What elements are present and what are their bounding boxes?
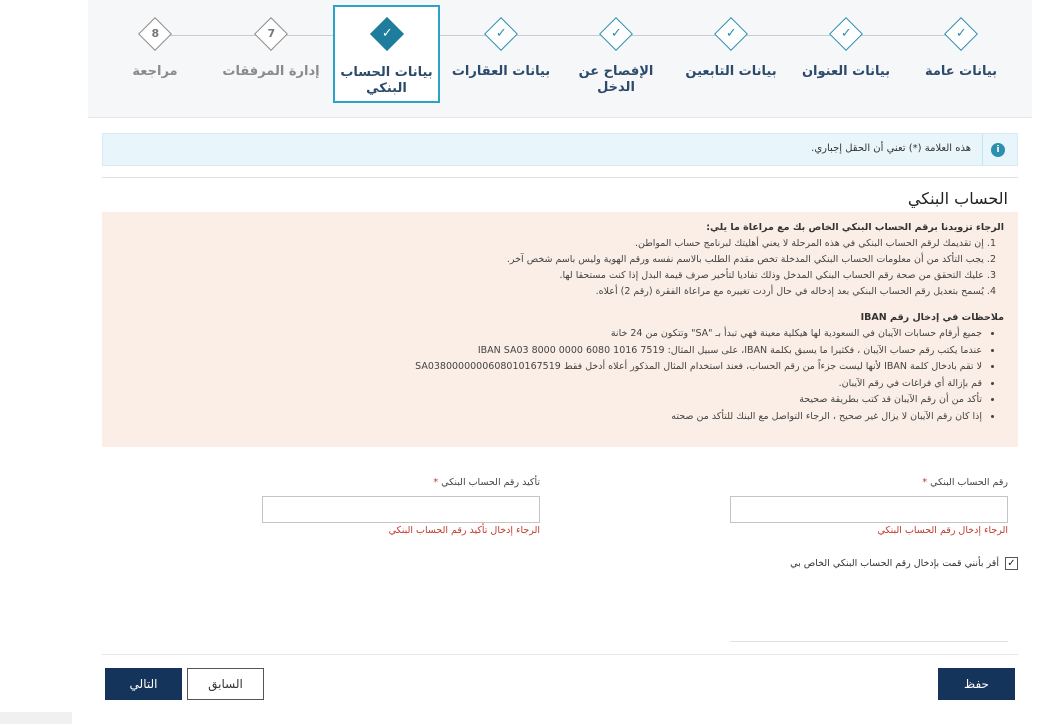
divider	[982, 134, 983, 165]
section-title: الحساب البنكي	[907, 189, 1008, 208]
previous-button[interactable]: السابق	[187, 668, 264, 700]
progress-stepper	[88, 0, 1032, 118]
step-label: بيانات العقارات	[451, 64, 551, 79]
check-icon: ✓	[370, 17, 404, 51]
list-item: • تأكد من أن رقم الآيبان قد كتب بطريقة صحيحة	[116, 392, 982, 409]
iban-notes-list	[116, 326, 1004, 425]
instructions-intro: الرجاء تزويدنا برقم الحساب البنكي الخاص بك مع مراعاة ما يلي:	[706, 222, 1004, 233]
list-item: • لا تقم بادخال كلمة IBAN لأنها ليست جزءاً من رقم الحساب، فعند استخدام المثال المذكور أعلاه أدخل فقط SA0380000000608010167519	[116, 359, 982, 376]
step-bank-account-info[interactable]	[333, 5, 440, 103]
step-label: مراجعة	[132, 64, 178, 79]
confirm-account-number-label: تأكيد رقم الحساب البنكي *	[433, 477, 540, 488]
divider	[730, 641, 1008, 642]
step-label: إدارة المرفقات	[222, 64, 320, 79]
step-review[interactable]	[100, 0, 210, 118]
confirm-account-number-input[interactable]	[262, 496, 540, 523]
step-attachments[interactable]	[216, 0, 326, 118]
required-fields-notice	[102, 133, 1018, 166]
step-label: بيانات التابعين	[685, 64, 777, 79]
step-general-info[interactable]	[906, 0, 1016, 118]
acknowledgement-label: أقر بأنني قمت بإدخال رقم الحساب البنكي الخاص بي	[790, 558, 999, 569]
check-icon: ✓	[484, 17, 518, 51]
account-number-error: الرجاء إدخال رقم الحساب البنكي	[877, 525, 1008, 536]
list-item: 3. عليك التحقق من صحة رقم الحساب البنكي المدخل وذلك تفاديا لتأخير صرف قيمة البدل إذا كنت مستحقا لها.	[559, 270, 996, 281]
list-item: • إذا كان رقم الآيبان لا يزال غير صحيح ، الرجاء التواصل مع البنك للتأكد من صحته	[116, 409, 982, 426]
check-icon: ✓	[829, 17, 863, 51]
step-label: الإفصاح عن الدخل	[578, 64, 654, 95]
list-item: • قم بإزالة أي فراغات في رقم الآيبان.	[116, 376, 982, 393]
check-icon: ✓	[944, 17, 978, 51]
step-label: بيانات عامة	[924, 64, 998, 79]
step-label: بيانات العنوان	[801, 64, 891, 79]
step-dependents-info[interactable]	[676, 0, 786, 118]
account-number-input[interactable]	[730, 496, 1008, 523]
info-icon: i	[991, 143, 1005, 157]
list-item: 4. يُسمح بتعديل رقم الحساب البنكي بعد إدخاله في حال أردت تغييره مع مراعاة الفقرة (رقم 2) أعلاه.	[595, 286, 996, 297]
check-icon: ✓	[599, 17, 633, 51]
instructions-list	[116, 236, 1004, 300]
step-label: بيانات الحساب البنكي	[340, 65, 433, 96]
step-income-disclosure[interactable]	[561, 0, 671, 118]
next-button[interactable]: التالي	[105, 668, 182, 700]
confirm-account-number-error: الرجاء إدخال تأكيد رقم الحساب البنكي	[388, 525, 540, 536]
step-number-badge: 7	[254, 17, 288, 51]
account-number-label: رقم الحساب البنكي *	[922, 477, 1008, 488]
list-item: • عندما يكتب رقم حساب الآيبان ، فكثيرا ما يسبق بكلمة IBAN، على سبيل المثال: IBAN SA03 8000 0000 6080 1016 7519	[116, 343, 982, 360]
list-item: • جميع أرقام حسابات الآيبان في السعودية لها هيكلية معينة فهي تبدأ بـ "SA" وتتكون من 24 خانة	[116, 326, 982, 343]
iban-notes-title: ملاحظات في إدخال رقم IBAN	[860, 312, 1004, 323]
acknowledgement-checkbox[interactable]: ✓	[1005, 557, 1018, 570]
notice-text: هذه العلامة (*) تعني أن الحقل إجباري.	[811, 143, 971, 154]
list-item: 1. إن تقديمك لرقم الحساب البنكي في هذه المرحلة لا يعني أهليتك لبرنامج حساب المواطن.	[634, 238, 996, 249]
divider	[102, 177, 1018, 178]
step-number-badge: 8	[138, 17, 172, 51]
save-button[interactable]: حفظ	[938, 668, 1015, 700]
acknowledgement-row	[790, 557, 1018, 570]
instructions-panel	[102, 212, 1018, 447]
list-item: 2. يجب التأكد من أن معلومات الحساب البنكي المدخلة تخص مقدم الطلب بالاسم نفسه ورقم الهوية وليس باسم شخص آخر.	[506, 254, 996, 265]
step-real-estate-info[interactable]	[446, 0, 556, 118]
check-icon: ✓	[714, 17, 748, 51]
divider	[102, 654, 1018, 655]
page-edge	[0, 712, 72, 724]
step-address-info[interactable]	[791, 0, 901, 118]
